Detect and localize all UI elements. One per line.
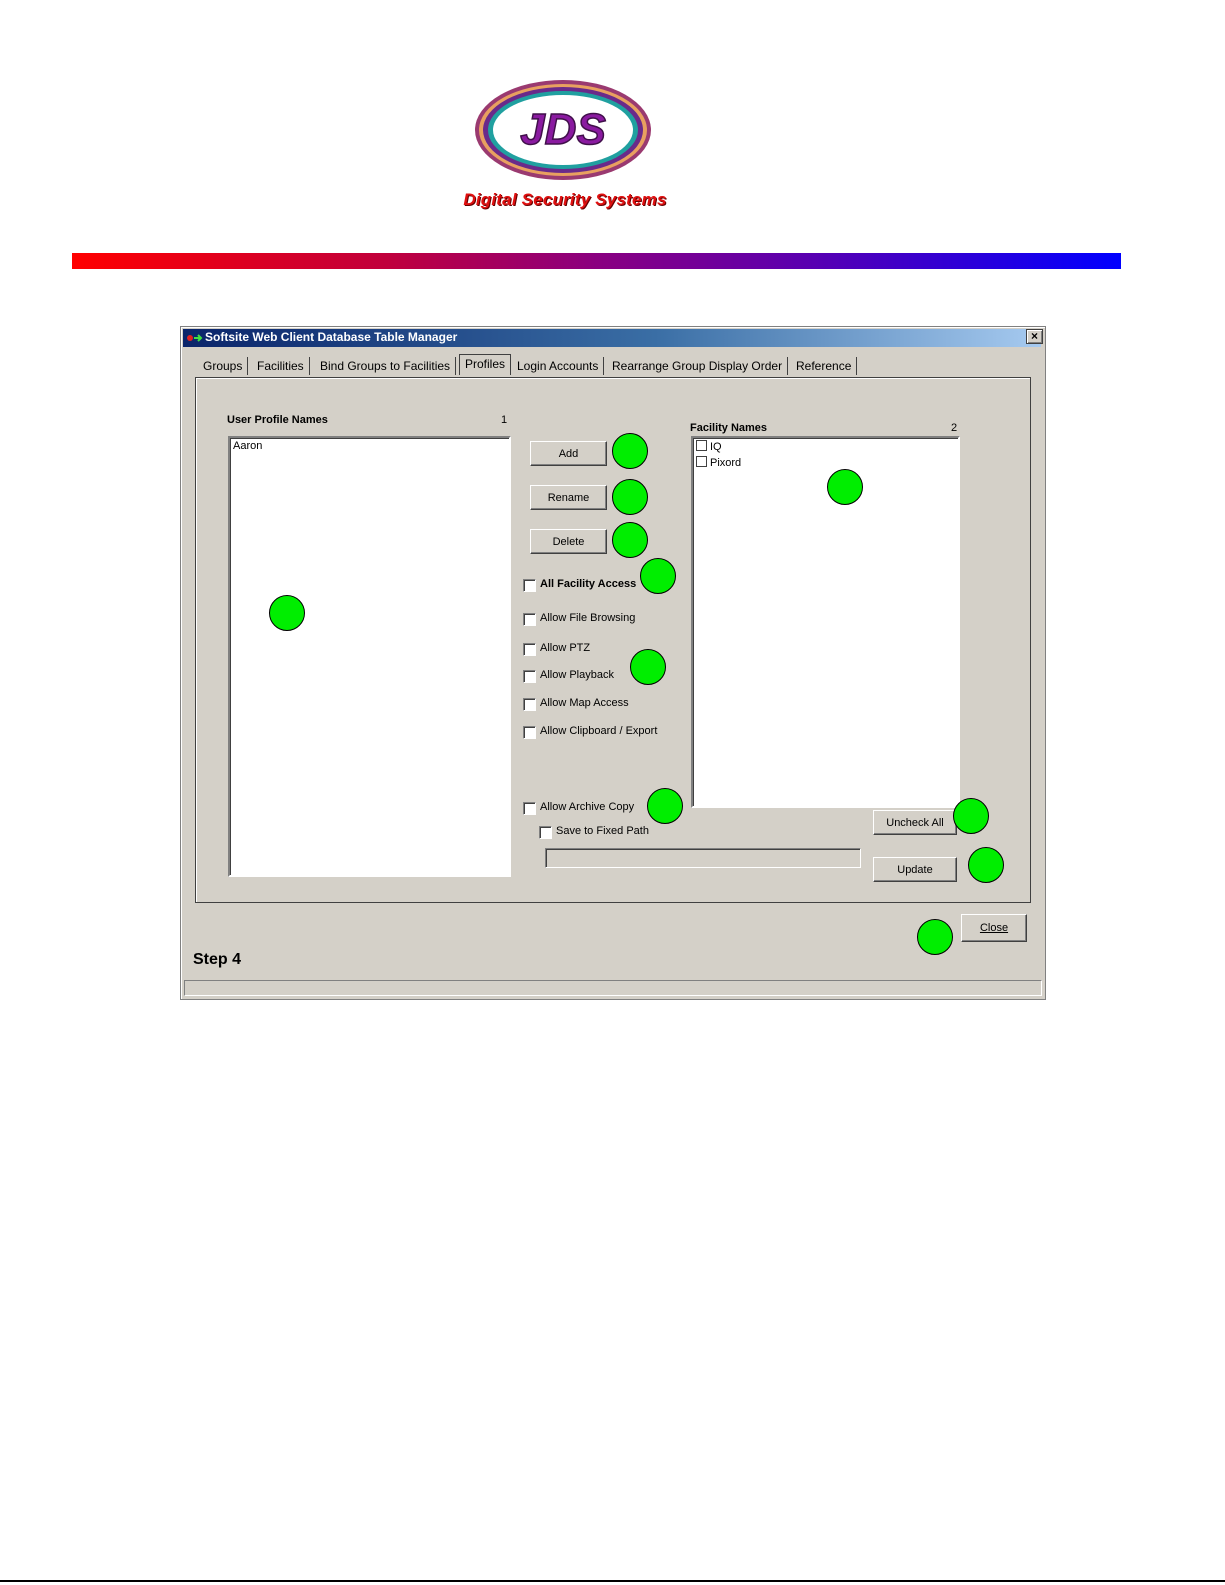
allow-ptz-checkbox[interactable] [523, 643, 536, 656]
annotation-marker [968, 847, 1004, 883]
annotation-marker [612, 433, 648, 469]
save-to-fixed-path-checkbox[interactable] [539, 826, 552, 839]
allow-playback-checkbox[interactable] [523, 670, 536, 683]
annotation-marker [953, 798, 989, 834]
tab-rearrange-group-display-order[interactable]: Rearrange Group Display Order [607, 357, 788, 375]
list-item[interactable] [693, 455, 958, 471]
annotation-marker [269, 595, 305, 631]
facility-count: 2 [951, 422, 958, 434]
tab-login-accounts[interactable]: Login Accounts [512, 357, 604, 375]
rename-button[interactable]: Rename [530, 485, 607, 510]
allow-clipboard-export-checkbox[interactable] [523, 726, 536, 739]
allow-map-access-label: Allow Map Access [540, 697, 629, 709]
allow-ptz-label: Allow PTZ [540, 642, 591, 654]
allow-archive-copy-checkbox[interactable] [523, 802, 536, 815]
annotation-marker [640, 558, 676, 594]
facility-checkbox[interactable] [696, 456, 707, 467]
window-title: Softsite Web Client Database Table Manager [205, 330, 458, 344]
tab-facilities[interactable]: Facilities [252, 357, 310, 375]
logo-text: JDS [520, 105, 606, 154]
update-button[interactable]: Update [873, 857, 957, 882]
facility-names-label: Facility Names [690, 422, 768, 434]
allow-playback-label: Allow Playback [540, 669, 614, 681]
allow-file-browsing-checkbox[interactable] [523, 613, 536, 626]
page-bottom-rule [0, 1580, 1225, 1582]
tab-profiles[interactable]: Profiles [459, 354, 511, 375]
annotation-marker [827, 469, 863, 505]
delete-button[interactable]: Delete [530, 529, 607, 554]
user-profile-names-label: User Profile Names [227, 414, 328, 426]
step-label: Step 4 [193, 951, 242, 968]
allow-archive-copy-label: Allow Archive Copy [540, 801, 635, 813]
logo-tagline: Digital Security Systems [463, 190, 667, 209]
close-button[interactable]: Close [961, 914, 1027, 942]
facility-label: IQ [710, 441, 722, 453]
allow-clipboard-export-label: Allow Clipboard / Export [540, 725, 658, 737]
all-facility-access-checkbox[interactable] [523, 579, 536, 592]
annotation-marker [612, 522, 648, 558]
list-item[interactable]: Aaron [233, 440, 263, 452]
app-icon [186, 332, 204, 344]
user-profile-list[interactable] [228, 436, 511, 877]
annotation-marker [647, 788, 683, 824]
annotation-marker [612, 479, 648, 515]
annotation-marker [630, 649, 666, 685]
uncheck-all-button[interactable]: Uncheck All [873, 810, 957, 835]
tab-groups[interactable]: Groups [198, 357, 248, 375]
fixed-path-input[interactable] [545, 848, 861, 868]
tab-bind-groups-to-facilities[interactable]: Bind Groups to Facilities [315, 357, 456, 375]
status-bar [184, 980, 1042, 996]
facility-label: Pixord [710, 457, 742, 469]
allow-map-access-checkbox[interactable] [523, 698, 536, 711]
facility-checkbox[interactable] [696, 440, 707, 451]
tab-reference[interactable]: Reference [791, 357, 857, 375]
jds-logo [473, 78, 653, 182]
allow-file-browsing-label: Allow File Browsing [540, 612, 636, 624]
save-to-fixed-path-label: Save to Fixed Path [556, 825, 649, 837]
close-window-icon[interactable]: × [1026, 329, 1043, 344]
all-facility-access-label: All Facility Access [540, 578, 637, 590]
title-bar[interactable] [183, 329, 1041, 347]
add-button[interactable]: Add [530, 441, 607, 466]
profile-count: 1 [501, 414, 508, 426]
header-gradient-bar [72, 253, 1121, 269]
annotation-marker [917, 919, 953, 955]
list-item[interactable] [693, 439, 958, 455]
facility-list[interactable] [691, 436, 960, 808]
